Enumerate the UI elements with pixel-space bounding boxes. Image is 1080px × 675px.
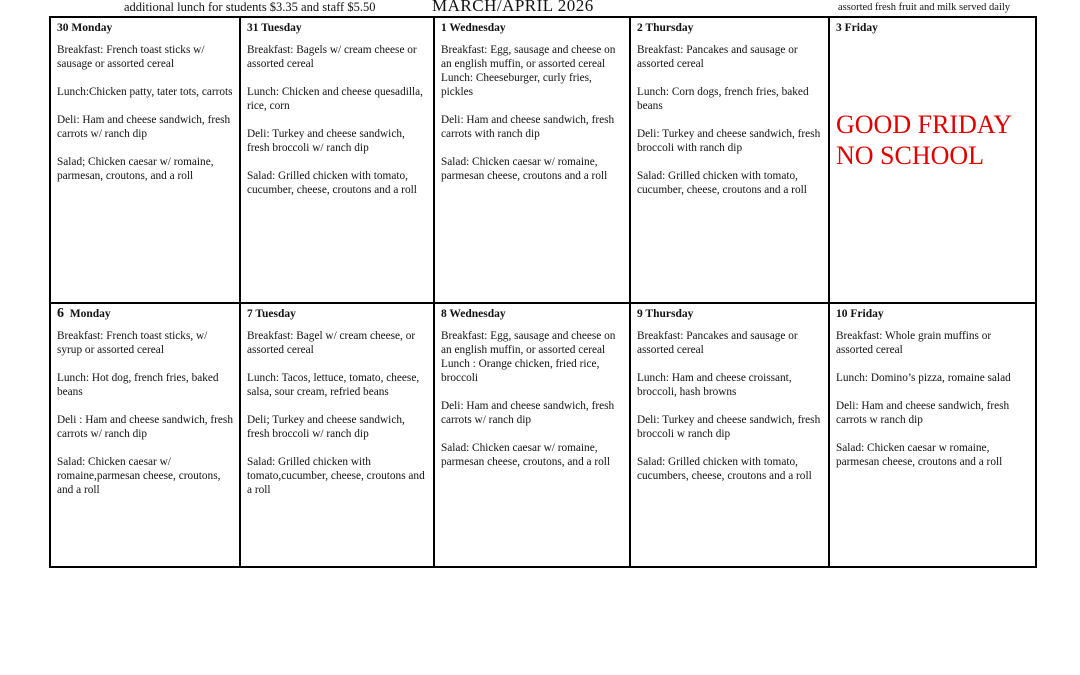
breakfast-entry: Breakfast: Bagel w/ cream cheese, or assorted cereal bbox=[247, 330, 416, 356]
day-cell-fri-10 bbox=[830, 304, 1035, 566]
breakfast-entry: Breakfast: Bagels w/ cream cheese or assorted cereal bbox=[247, 44, 417, 70]
deli-entry: Deli: Ham and cheese sandwich, fresh carrots w ranch dip bbox=[836, 400, 1010, 426]
holiday-line-2: NO SCHOOL bbox=[836, 141, 985, 170]
salad-entry: Salad: Chicken caesar w/ romaine,parmesan cheese, croutons, and a roll bbox=[57, 456, 221, 496]
lunch-entry: Lunch: Domino’s pizza, romaine salad bbox=[836, 372, 1011, 384]
day-heading: 10 Friday bbox=[836, 308, 884, 320]
deli-entry: Deli: Turkey and cheese sandwich, fresh broccoli w ranch dip bbox=[637, 414, 821, 440]
breakfast-entry: Breakfast: Egg, sausage and cheese on an english muffin, or assorted cereal bbox=[441, 44, 616, 70]
breakfast-entry: Breakfast: Pancakes and sausage or assorted cereal bbox=[637, 330, 798, 356]
day-heading: 2 Thursday bbox=[637, 22, 694, 34]
salad-entry: Salad: Grilled chicken with tomato, cucumbers, cheese, croutons and a roll bbox=[637, 456, 812, 482]
menu-calendar bbox=[49, 16, 1037, 568]
day-heading: 30 Monday bbox=[57, 22, 113, 34]
breakfast-entry: Breakfast: French toast sticks w/ sausage or assorted cereal bbox=[57, 44, 205, 70]
breakfast-entry: Breakfast: Whole grain muffins or assorted cereal bbox=[836, 330, 992, 356]
day-cell-mon-6 bbox=[51, 304, 241, 566]
holiday-line-1: GOOD FRIDAY bbox=[836, 110, 1013, 139]
day-heading: 7 Tuesday bbox=[247, 308, 296, 320]
deli-entry: Deli: Turkey and cheese sandwich, fresh broccoli w/ ranch dip bbox=[247, 128, 405, 154]
day-cell-wed-1 bbox=[435, 18, 631, 304]
salad-entry: Salad: Chicken caesar w/ romaine, parmesan cheese, croutons and a roll bbox=[441, 156, 608, 182]
salad-entry: Salad: Grilled chicken with tomato,cucumber, cheese, croutons and a roll bbox=[247, 456, 425, 496]
salad-entry: Salad: Chicken caesar w romaine, parmesan cheese, croutons and a roll bbox=[836, 442, 1003, 468]
lunch-entry: Lunch: Cheeseburger, curly fries, pickles bbox=[441, 72, 592, 98]
price-note: additional lunch for students $3.35 and staff $5.50 bbox=[124, 0, 376, 14]
salad-entry: Salad; Chicken caesar w/ romaine, parmesan, croutons, and a roll bbox=[57, 156, 214, 182]
day-number: 6 bbox=[57, 306, 64, 321]
day-cell-wed-8 bbox=[435, 304, 631, 566]
day-cell-thu-9 bbox=[631, 304, 830, 566]
page-title: MARCH/APRIL 2026 bbox=[432, 0, 594, 15]
lunch-entry: Lunch:Chicken patty, tater tots, carrots bbox=[57, 86, 233, 98]
lunch-entry: Lunch: Ham and cheese croissant, broccoli, hash browns bbox=[637, 372, 792, 398]
day-heading bbox=[57, 307, 233, 329]
day-heading: 8 Wednesday bbox=[441, 308, 506, 320]
deli-entry: Deli : Ham and cheese sandwich, fresh carrots w/ ranch dip bbox=[57, 414, 233, 440]
lunch-entry: Lunch: Hot dog, french fries, baked beans bbox=[57, 372, 219, 398]
deli-entry: Deli: Ham and cheese sandwich, fresh carrots w/ ranch dip bbox=[441, 400, 615, 426]
day-cell-tue-7 bbox=[241, 304, 435, 566]
day-cell-tue-31 bbox=[241, 18, 435, 304]
deli-entry: Deli; Turkey and cheese sandwich, fresh broccoli w/ ranch dip bbox=[247, 414, 405, 440]
deli-entry: Deli: Ham and cheese sandwich, fresh carrots w/ ranch dip bbox=[57, 114, 231, 140]
daily-note: assorted fresh fruit and milk served daily bbox=[838, 2, 1011, 13]
day-cell-fri-3 bbox=[830, 18, 1035, 304]
lunch-entry: Lunch: Tacos, lettuce, tomato, cheese, salsa, sour cream, refried beans bbox=[247, 372, 420, 398]
holiday-notice bbox=[836, 109, 1029, 171]
day-cell-thu-2 bbox=[631, 18, 830, 304]
day-heading: 9 Thursday bbox=[637, 308, 694, 320]
deli-entry: Deli: Ham and cheese sandwich, fresh carrots with ranch dip bbox=[441, 114, 615, 140]
deli-entry: Deli: Turkey and cheese sandwich, fresh broccoli with ranch dip bbox=[637, 128, 821, 154]
lunch-entry: Lunch: Corn dogs, french fries, baked beans bbox=[637, 86, 809, 112]
breakfast-entry: Breakfast: Pancakes and sausage or assorted cereal bbox=[637, 44, 798, 70]
breakfast-entry: Breakfast: French toast sticks, w/ syrup or assorted cereal bbox=[57, 330, 208, 356]
day-name: Monday bbox=[69, 308, 111, 320]
breakfast-entry: Breakfast: Egg, sausage and cheese on an english muffin, or assorted cereal bbox=[441, 330, 616, 356]
salad-entry: Salad: Grilled chicken with tomato, cucumber, cheese, croutons and a roll bbox=[637, 170, 807, 196]
day-heading: 31 Tuesday bbox=[247, 22, 302, 34]
lunch-entry: Lunch: Chicken and cheese quesadilla, rice, corn bbox=[247, 86, 423, 112]
day-cell-mon-30 bbox=[51, 18, 241, 304]
day-heading: 3 Friday bbox=[836, 22, 878, 34]
salad-entry: Salad: Grilled chicken with tomato, cucumber, cheese, croutons and a roll bbox=[247, 170, 417, 196]
day-heading: 1 Wednesday bbox=[441, 22, 506, 34]
salad-entry: Salad: Chicken caesar w/ romaine, parmesan cheese, croutons, and a roll bbox=[441, 442, 611, 468]
lunch-entry: Lunch : Orange chicken, fried rice, broccoli bbox=[441, 358, 600, 384]
